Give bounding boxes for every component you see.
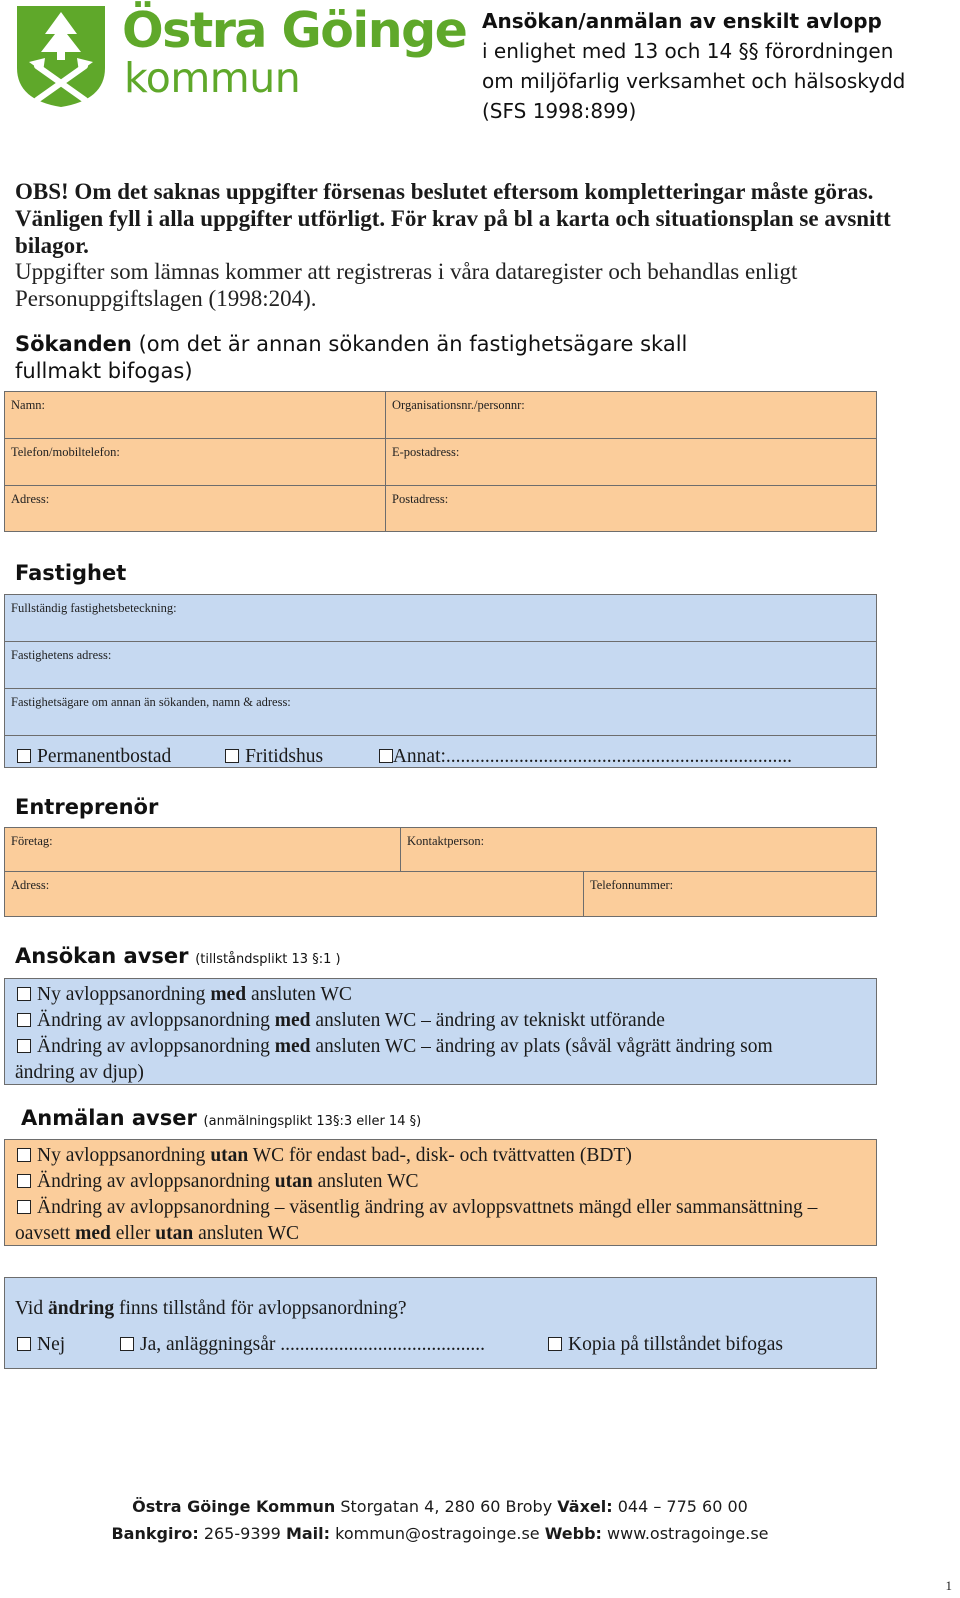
fastighet-form [4,594,877,768]
document-subtitle-line: om miljöfarlig verksamhet och hälsoskydd [482,69,906,93]
checkbox-icon[interactable] [17,1200,31,1214]
checkbox-icon[interactable] [548,1337,562,1351]
section-heading-fastighet [15,560,126,587]
ja-option[interactable] [120,1332,485,1358]
checkbox-icon[interactable] [120,1337,134,1351]
option-text: WC för endast bad-, disk- och tvättvatten (BDT) [248,1145,632,1166]
option-text: ansluten WC [312,1171,419,1192]
foretag-field[interactable] [5,828,401,872]
privacy-notice: Uppgifter som lämnas kommer att registreras i våra dataregister och behandlas enligt Personuppgiftslagen (1998:204). [15,259,798,311]
checkbox-icon[interactable] [17,1148,31,1162]
brand-subtitle: kommun [124,54,301,102]
kopia-label: Kopia på tillståndet bifogas [568,1334,783,1355]
epost-label: E-postadress: [392,445,460,459]
question-emphasis: ändring [47,1298,115,1319]
fastighetsbeteckning-field[interactable] [5,595,876,642]
namn-field[interactable] [5,392,386,439]
anmalan-options [4,1139,877,1246]
andring-question [15,1296,407,1322]
kontaktperson-label: Kontaktperson: [407,834,485,848]
orgnr-field[interactable] [386,392,877,439]
kontaktperson-field[interactable] [401,828,876,872]
document-subtitle-line: (SFS 1998:899) [482,99,637,123]
ansokan-heading: Ansökan avser [15,944,189,968]
option-text: ansluten WC [193,1223,299,1244]
footer-line-2 [0,1524,880,1543]
checkbox-icon[interactable] [17,1337,31,1351]
fastighetsbeteckning-label: Fullständig fastighetsbeteckning: [11,601,177,615]
entreprenor-adress-field[interactable] [5,872,584,916]
namn-label: Namn: [11,398,46,412]
page-number: 1 [945,1578,952,1593]
nej-option[interactable] [17,1332,65,1358]
section-heading-anmalan [21,1105,421,1135]
ja-label: Ja, anläggningsår .......................................... [140,1334,486,1355]
entreprenor-form [4,827,877,917]
entreprenor-telefon-field[interactable] [584,872,876,916]
ansokan-options [4,978,877,1085]
checkbox-icon[interactable] [17,1174,31,1188]
bostadstyp-row [17,744,792,770]
option-emphasis: med [274,1010,311,1031]
ansokan-heading-note: (tillståndsplikt 13 §:1 ) [195,952,341,967]
kopia-option[interactable] [548,1332,783,1358]
obs-notice: OBS! Om det saknas uppgifter försenas beslutet eftersom kompletteringar måste göras. Vänligen fyll i alla uppgifter utförligt. För krav på bl a karta och situationsplan se avsnitt bilagor. [15,179,891,258]
section-heading-sokanden [15,331,775,385]
fastighet-adress-field[interactable] [5,642,876,689]
telefon-label: Telefon/mobiltelefon: [11,445,120,459]
checkbox-icon[interactable] [225,749,239,763]
option-text: ansluten WC – ändring av plats (såväl vågrätt ändring som [310,1036,773,1057]
option-text: Ändring av avloppsanordning [37,1171,275,1192]
fastighet-adress-label: Fastighetens adress: [11,648,112,662]
footer-line-1 [0,1497,880,1516]
option-emphasis: med [274,1036,311,1057]
anmalan-option-ny-utan-wc[interactable] [17,1143,632,1169]
anmalan-option-vasentlig-cont [15,1221,299,1247]
adress-label: Adress: [11,492,50,506]
document-title: Ansökan/anmälan av enskilt avlopp [482,9,882,33]
option-emphasis: med [210,984,247,1005]
option-text: eller [110,1223,156,1244]
anmalan-heading: Anmälan avser [21,1106,197,1130]
sokanden-heading: Sökanden [15,332,132,356]
footer-mail[interactable]: kommun@ostragoinge.se [330,1524,545,1543]
fritidshus-label: Fritidshus [245,746,324,767]
ansokan-option-ny-med-wc[interactable] [17,982,352,1008]
ansokan-option-andring-tekniskt[interactable] [17,1008,665,1034]
option-text: Ändring av avloppsanordning [37,1036,275,1057]
section-heading-ansokan [15,943,341,973]
anmalan-option-andring-utan-wc[interactable] [17,1169,419,1195]
option-emphasis: utan [155,1223,194,1244]
option-text: ansluten WC – ändring av tekniskt utförande [310,1010,665,1031]
annat-option[interactable] [379,746,792,767]
checkbox-icon[interactable] [17,1039,31,1053]
option-text: Ändring av avloppsanordning [37,1010,275,1031]
anmalan-option-vasentlig-andring[interactable] [17,1195,817,1221]
option-text: oavsett [15,1223,76,1244]
permanentbostad-label: Permanentbostad [37,746,172,767]
option-emphasis: utan [274,1171,313,1192]
section-heading-entreprenor [15,794,158,821]
entreprenor-heading: Entreprenör [15,795,159,819]
checkbox-icon[interactable] [17,1013,31,1027]
option-text: ansluten WC [246,984,352,1005]
checkbox-icon[interactable] [17,749,31,763]
brand-name: Östra Göinge [122,2,467,59]
footer-webb[interactable]: www.ostragoinge.se [601,1524,769,1543]
footer-webb-label: Webb: [544,1524,602,1543]
annat-label: Annat:....................................................................... [392,746,793,767]
footer-bankgiro: 265-9399 [198,1524,286,1543]
fastighet-heading: Fastighet [15,561,127,585]
document-subtitle-line: i enlighet med 13 och 14 §§ förordningen [482,39,894,63]
andring-tillstand-box [4,1277,877,1369]
entreprenor-adress-label: Adress: [11,878,50,892]
option-text: Ändring av avloppsanordning – väsentlig ändring av avloppsvattnets mängd eller sammansättning – [37,1197,818,1218]
fastighetsagare-label: Fastighetsägare om annan än sökanden, namn & adress: [11,695,291,709]
nej-label: Nej [37,1334,66,1355]
fritidshus-option[interactable] [225,746,323,767]
epost-field[interactable] [386,439,877,486]
option-text: ändring av djup) [15,1062,144,1083]
ansokan-option-andring-plats[interactable] [17,1034,773,1060]
checkbox-icon[interactable] [379,749,393,763]
question-text: finns tillstånd för avloppsanordning? [114,1298,407,1319]
footer-vaxel-label: Växel: [557,1497,613,1516]
telefon-field[interactable] [5,439,386,486]
foretag-label: Företag: [11,834,53,848]
adress-field[interactable] [5,486,386,531]
permanentbostad-option[interactable] [17,746,171,767]
option-emphasis: med [75,1223,111,1244]
footer-mail-label: Mail: [285,1524,331,1543]
sokanden-form [4,391,877,532]
option-text: Ny avloppsanordning [37,1145,211,1166]
sokanden-heading-note: (om det är annan sökanden än fastighetsägare skall fullmakt bifogas) [15,332,688,383]
question-text: Vid [15,1298,48,1319]
option-emphasis: utan [210,1145,249,1166]
footer-vaxel: 044 – 775 60 00 [612,1497,748,1516]
postadress-label: Postadress: [392,492,449,506]
orgnr-label: Organisationsnr./personnr: [392,398,525,412]
checkbox-icon[interactable] [17,987,31,1001]
footer-address: Storgatan 4, 280 60 Broby [335,1497,558,1516]
municipality-logo [15,4,107,108]
footer-bankgiro-label: Bankgiro: [111,1524,199,1543]
document-title-block [482,6,942,126]
postadress-field[interactable] [386,486,877,531]
anmalan-heading-note: (anmälningsplikt 13§:3 eller 14 §) [203,1114,422,1129]
ansokan-option-andring-plats-cont [15,1060,144,1086]
entreprenor-telefon-label: Telefonnummer: [590,878,674,892]
fastighetsagare-field[interactable] [5,689,876,736]
footer-org: Östra Göinge Kommun [132,1497,336,1516]
option-text: Ny avloppsanordning [37,984,211,1005]
